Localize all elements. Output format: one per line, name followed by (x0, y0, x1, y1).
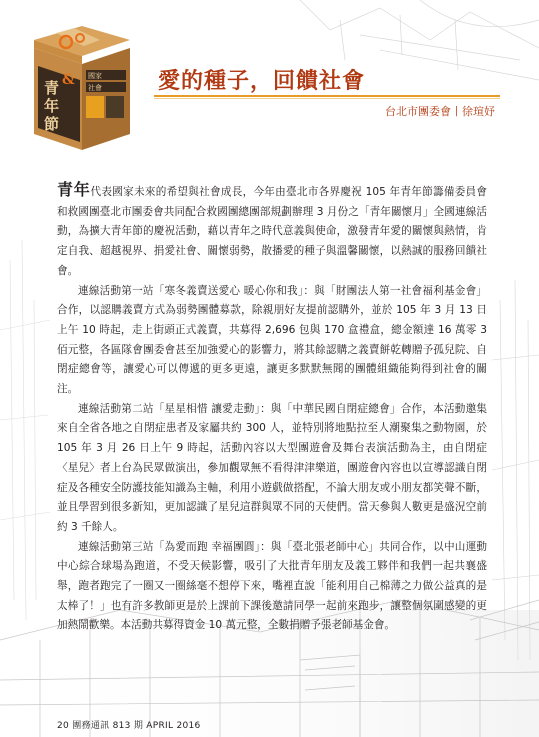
lead-characters: 青年 (57, 180, 91, 199)
article-body (57, 180, 487, 636)
article-byline: 台北市團委會丨徐瑄妤 (385, 105, 495, 118)
logo-char: 青 (44, 79, 60, 97)
article-title: 愛的種子，回饋社會 (158, 68, 366, 94)
svg-text:社會: 社會 (88, 84, 102, 92)
svg-text:&: & (62, 72, 75, 88)
paragraph-1 (57, 180, 487, 282)
svg-text:年: 年 (44, 97, 60, 115)
title-underline (154, 95, 500, 97)
paragraph-1-text: 代表國家未來的希望與社會成長，今年由臺北市各界慶祝 105 年青年節籌備委員會和救國團臺北市團委會共同配合救國團總團部規劃辦理 3 月份之「青年關懷月」全國連線活動，為擴大青年節的慶祝活動，藉以青年之時代意義與使命，激發青年愛的關懷與熱情，肯定自我、超越視界、捐愛社會、關懷弱勢，散播愛的種子與溫馨關懷，以熱誠的服務回饋社會。 (57, 186, 487, 277)
svg-text:節: 節 (44, 115, 60, 133)
youth-day-box-logo (22, 18, 140, 158)
page-footer: 20 團務通訊 813 期 APRIL 2016 (57, 721, 201, 731)
title-underline-light (154, 98, 500, 99)
paragraph-2: 連線活動第一站「寒冬義賣送愛心 暖心你和我」：與「財團法人第一社會福利基金會」合作，以認購義賣方式為弱勢團體募款，除親朋好友提前認購外，並於 105 年 3 月 13 日上午 10 時起，走上街頭正式義賣，共募得 2,696 包與 170 盒禮盒，總金額達 16 萬零 3 佰元整，各區隊會團委會甚至加強愛心的影響力，將其餘認購之義賣餅乾轉贈予孤兒院、自閉症總會等，讓愛心可以傳遞的更多更遠，讓更多默默無聞的團體組織能夠得到社會的關注。 (57, 284, 487, 396)
paragraph-4: 連線活動第三站「為愛而跑 幸福團圓」：與「臺北張老師中心」共同合作，以中山運動中心綜合球場為跑道，不受天候影響，吸引了大批青年朋友及義工夥伴和我們一起共襄盛舉，跑者跑完了一圈又一圈絲毫不想停下來，嘴裡直說「能利用自己棉薄之力做公益真的是太棒了！」也有許多教師更是於上課前下課後邀請同學一起前來跑步，讓整個氛圍感變的更加熱鬧歡樂。本活動共募得資金 10 萬元整，全數捐贈予張老師基金會。 (57, 540, 487, 632)
paragraph-3: 連線活動第二站「星星相惜 讓愛走動」：與「中華民國自閉症總會」合作，本活動邀集來自全省各地之自閉症患者及家屬共約 300 人，並特別將地點拉至人潮聚集之動物園，於 105 年 3 月 26 日上午 9 時起，活動內容以大型團遊會及舞台表演活動為主，由自閉症〈星兒〉者上台為民眾做演出，參加觀眾無不看得津津樂道，團遊會內容也以宣導認識自閉症及各種安全防護技能知識為主軸，利用小遊戲做搭配，不論大朋友或小朋友都笑聲不斷，並且學習到很多新知，更加認識了星兒這群與眾不同的天使們。當天參與人數更是盛況空前約 3 千餘人。 (57, 402, 487, 533)
svg-text:國家: 國家 (88, 72, 102, 80)
